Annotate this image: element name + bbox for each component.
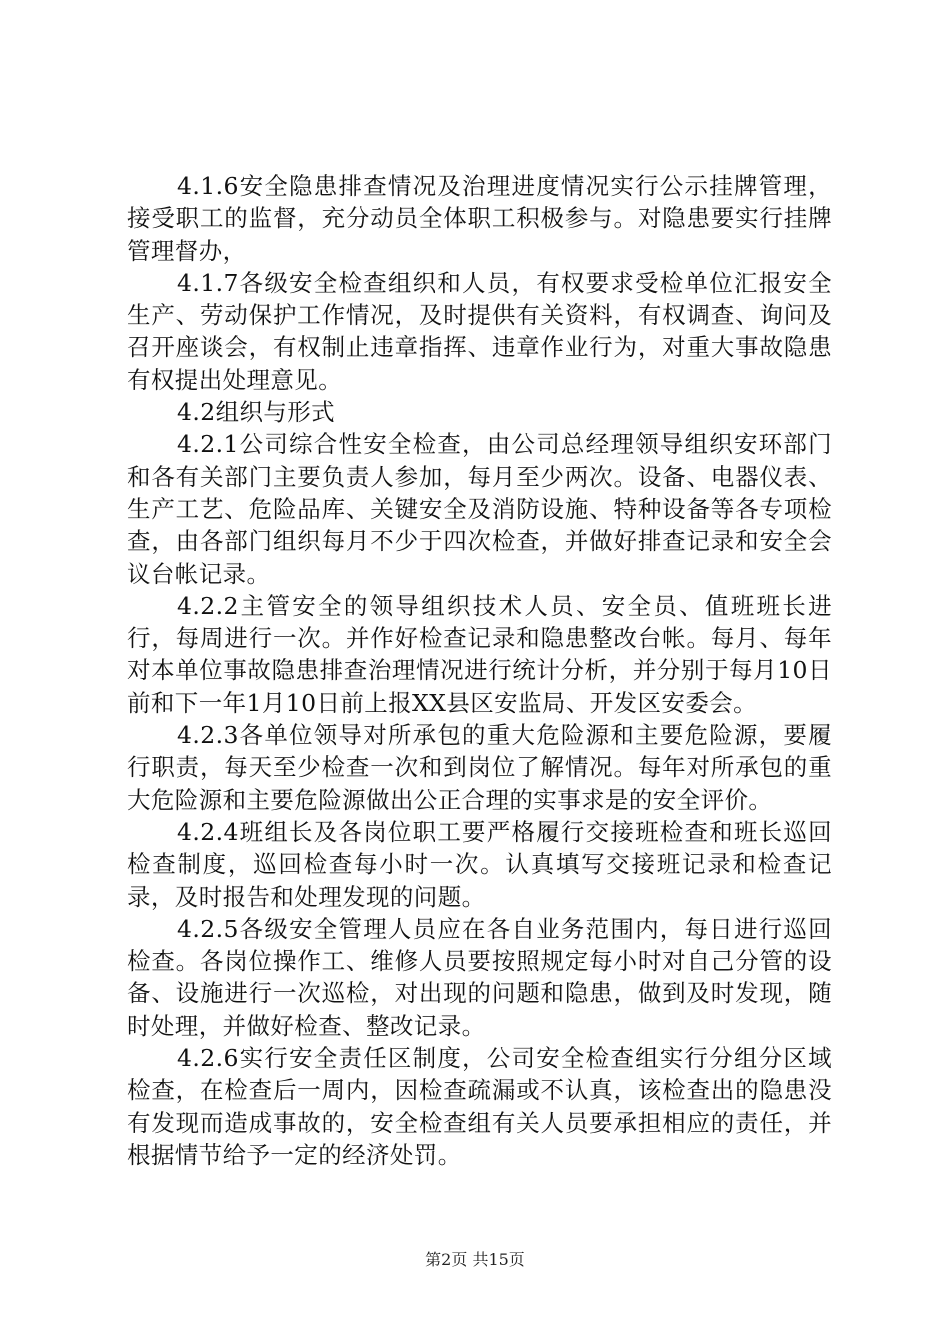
section-heading-4-2: 4.2组织与形式	[177, 398, 336, 427]
paragraph-4-2-4: 4.2.4班组长及各岗位职工要严格履行交接班检查和班长巡回检查制度，巡回检查每小时一次。认真填写交接班记录和检查记录，及时报告和处理发现的问题。	[127, 817, 832, 911]
paragraph-4-1-6: 4.1.6安全隐患排查情况及治理进度情况实行公示挂牌管理，接受职工的监督，充分动员全体职工积极参与。对隐患要实行挂牌管理督办，	[127, 172, 832, 265]
document-body	[127, 170, 832, 1171]
paragraph-4-2-2: 4.2.2主管安全的领导组织技术人员、安全员、值班班长进行，每周进行一次。并作好检查记录和隐患整改台帐。每月、每年对本单位事故隐患排查治理情况进行统计分析，并分别于每月10日前和下一年1月10日前上报XX县区安监局、开发区安委会。	[127, 591, 832, 717]
page-number-label: 第2页 共15页	[425, 1250, 525, 1269]
page-footer	[0, 1250, 950, 1270]
paragraph-4-2-5: 4.2.5各级安全管理人员应在各自业务范围内，每日进行巡回检查。各岗位操作工、维修人员要按照规定每小时对自己分管的设备、设施进行一次巡检，对出现的问题和隐患，做到及时发现，随时处理，并做好检查、整改记录。	[127, 914, 832, 1040]
paragraph-4-2-3: 4.2.3各单位领导对所承包的重大危险源和主要危险源，要履行职责，每天至少检查一次和到岗位了解情况。每年对所承包的重大危险源和主要危险源做出公正合理的实事求是的安全评价。	[127, 721, 832, 814]
paragraph-4-2-6: 4.2.6实行安全责任区制度，公司安全检查组实行分组分区域检查，在检查后一周内，因检查疏漏或不认真，该检查出的隐患没有发现而造成事故的，安全检查组有关人员要承担相应的责任，并根据情节给予一定的经济处罚。	[127, 1044, 832, 1169]
paragraph-4-1-7: 4.1.7各级安全检查组织和人员，有权要求受检单位汇报安全生产、劳动保护工作情况，及时提供有关资料，有权调查、询问及召开座谈会，有权制止违章指挥、违章作业行为，对重大事故隐患有权提出处理意见。	[127, 268, 832, 394]
paragraph-4-2-1: 4.2.1公司综合性安全检查，由公司总经理领导组织安环部门和各有关部门主要负责人参加，每月至少两次。设备、电器仪表、生产工艺、危险品库、关键安全及消防设施、特种设备等各专项检查，由各部门组织每月不少于四次检查，并做好排查记录和安全会议台帐记录。	[127, 430, 832, 588]
